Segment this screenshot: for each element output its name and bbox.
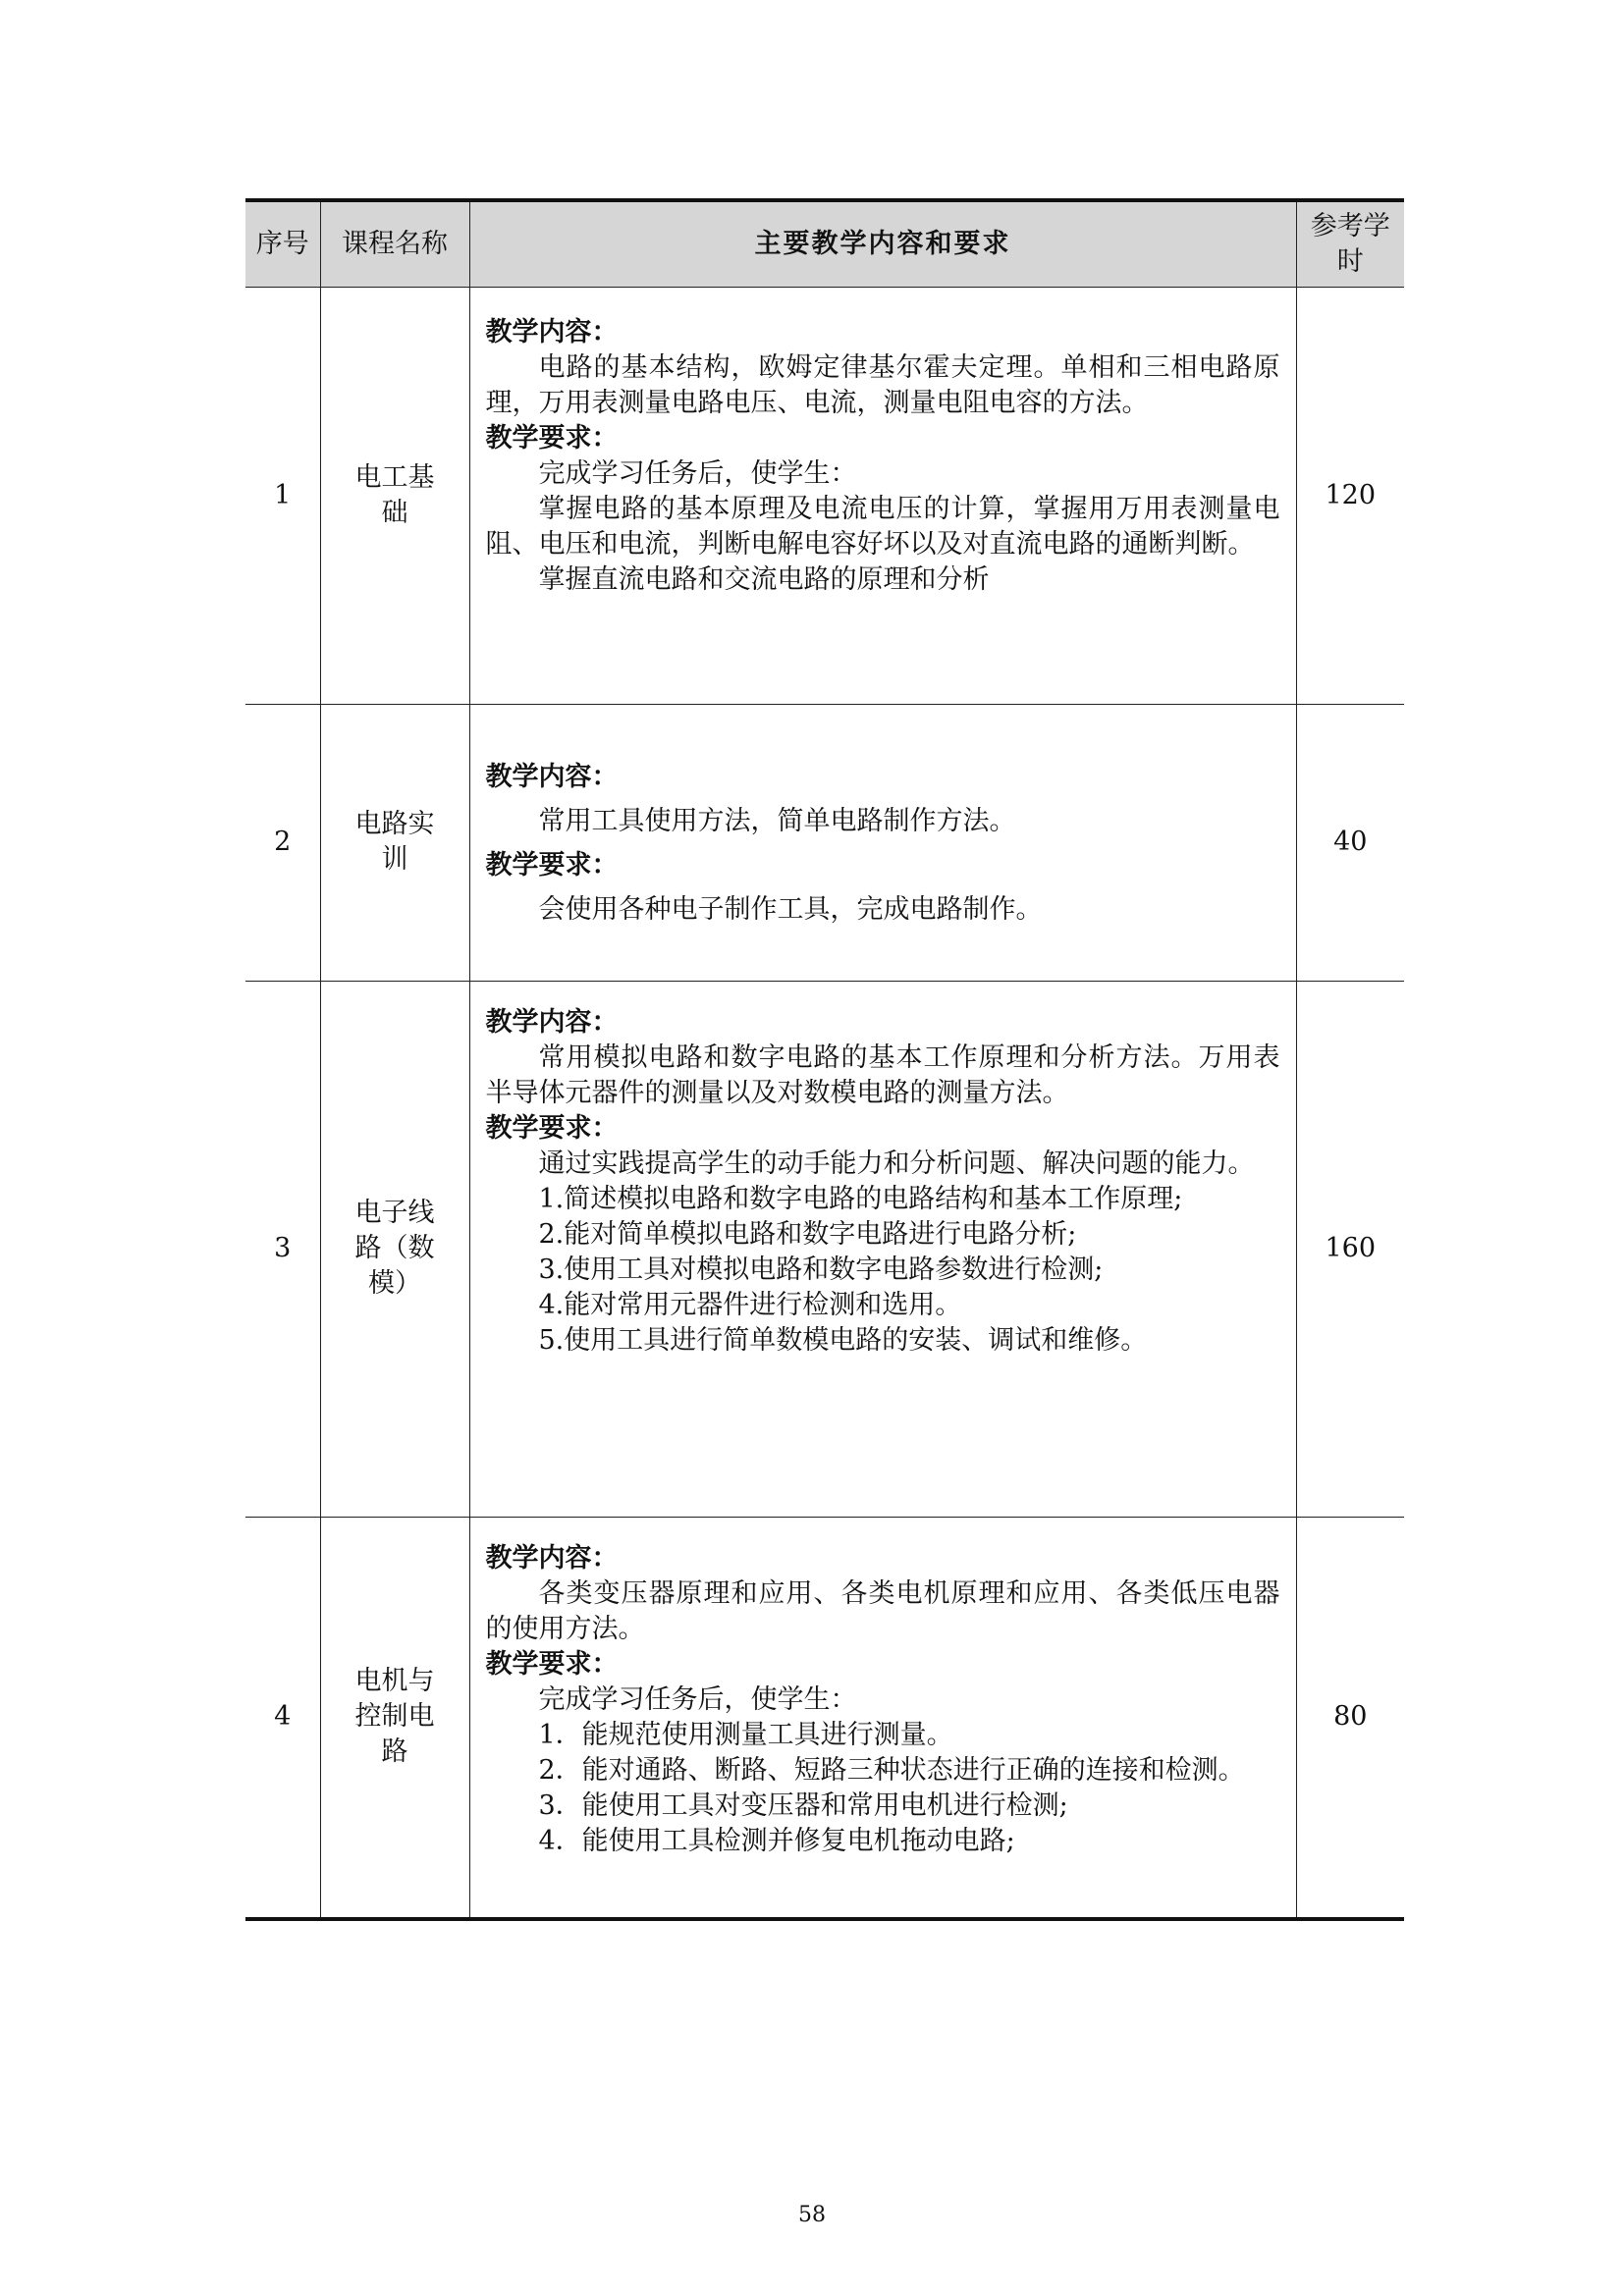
row-hours: 160 [1296, 981, 1404, 1517]
row-course-name: 电工基础 [320, 287, 469, 704]
content-label: 教学内容： [485, 1006, 619, 1038]
row-seq: 2 [245, 704, 320, 981]
content-text: 各类变压器原理和应用、各类电机原理和应用、各类低压电器的使用方法。 [485, 1577, 1280, 1644]
requirement-line: 会使用各种电子制作工具，完成电路制作。 [538, 894, 1043, 925]
row-hours: 80 [1296, 1517, 1404, 1919]
row-seq: 4 [245, 1517, 320, 1919]
row-content [469, 1517, 1296, 1919]
header-course-name: 课程名称 [320, 200, 469, 287]
requirement-line: 1．能规范使用测量工具进行测量。 [538, 1719, 953, 1750]
requirement-line: 完成学习任务后，使学生： [538, 1683, 857, 1715]
content-label: 教学内容： [485, 316, 619, 347]
requirement-line: 2.能对简单模拟电路和数字电路进行电路分析; [538, 1218, 1077, 1250]
table-row [245, 287, 1404, 704]
content-text: 电路的基本结构，欧姆定律基尔霍夫定理。单相和三相电路原理，万用表测量电路电压、电流，测量电阻电容的方法。 [485, 351, 1280, 418]
row-hours: 40 [1296, 704, 1404, 981]
requirement-line: 通过实践提高学生的动手能力和分析问题、解决问题的能力。 [538, 1148, 1255, 1179]
row-content [469, 704, 1296, 981]
requirement-line: 3.使用工具对模拟电路和数字电路参数进行检测; [538, 1254, 1104, 1285]
row-hours: 120 [1296, 287, 1404, 704]
requirement-line: 掌握电路的基本原理及电流电压的计算，掌握用万用表测量电阻、电压和电流，判断电解电容好坏以及对直流电路的通断判断。 [485, 493, 1280, 560]
header-hours: 参考学时 [1296, 200, 1404, 287]
requirement-label: 教学要求： [485, 1112, 619, 1144]
content-text: 常用模拟电路和数字电路的基本工作原理和分析方法。万用表半导体元器件的测量以及对数模电路的测量方法。 [485, 1041, 1280, 1108]
requirement-line: 4.能对常用元器件进行检测和选用。 [538, 1289, 962, 1320]
course-table [245, 198, 1404, 1921]
row-content [469, 287, 1296, 704]
content-text: 常用工具使用方法，简单电路制作方法。 [538, 806, 1016, 836]
requirement-label: 教学要求： [485, 850, 619, 881]
requirement-line: 1.简述模拟电路和数字电路的电路结构和基本工作原理; [538, 1183, 1183, 1214]
row-content [469, 981, 1296, 1517]
table-row [245, 704, 1404, 981]
row-seq: 3 [245, 981, 320, 1517]
requirement-line: 完成学习任务后，使学生： [538, 457, 857, 489]
requirement-label: 教学要求： [485, 1648, 619, 1680]
requirement-line: 5.使用工具进行简单数模电路的安装、调试和维修。 [538, 1324, 1148, 1356]
content-label: 教学内容： [485, 762, 619, 792]
table-row [245, 981, 1404, 1517]
row-course-name: 电机与控制电路 [320, 1517, 469, 1919]
header-seq: 序号 [245, 200, 320, 287]
requirement-line: 2．能对通路、断路、短路三种状态进行正确的连接和检测。 [538, 1754, 1245, 1786]
page-number: 58 [798, 2203, 826, 2227]
row-course-name: 电子线路（数模） [320, 981, 469, 1517]
requirement-label: 教学要求： [485, 422, 619, 454]
requirement-line: 掌握直流电路和交流电路的原理和分析 [538, 563, 990, 595]
row-seq: 1 [245, 287, 320, 704]
content-label: 教学内容： [485, 1542, 619, 1574]
row-course-name: 电路实训 [320, 704, 469, 981]
requirement-line: 4．能使用工具检测并修复电机拖动电路; [538, 1825, 1015, 1856]
table-header-row [245, 200, 1404, 287]
table-row [245, 1517, 1404, 1919]
header-content: 主要教学内容和要求 [469, 200, 1296, 287]
requirement-line: 3．能使用工具对变压器和常用电机进行检测; [538, 1789, 1068, 1821]
